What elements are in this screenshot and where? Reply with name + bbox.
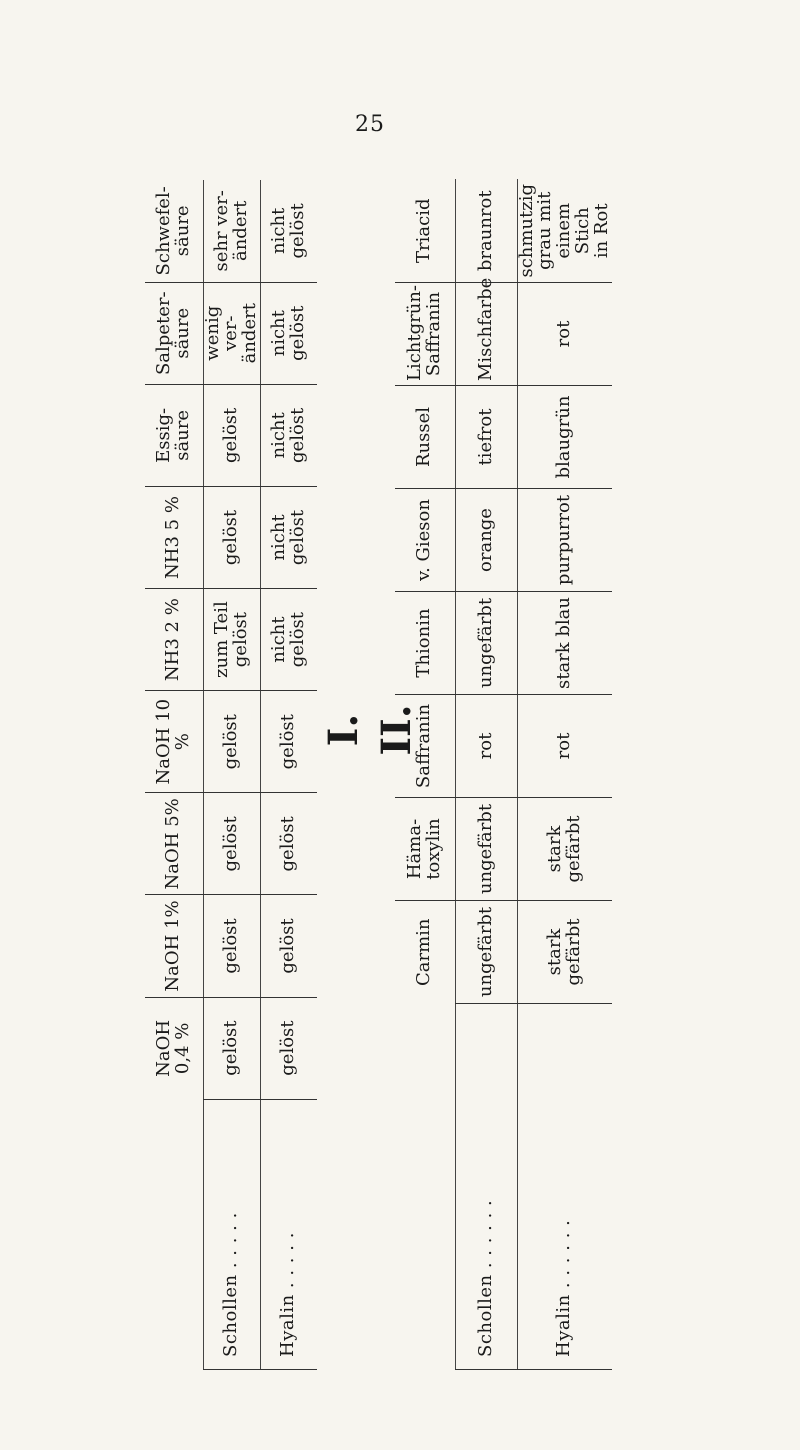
table-corner [395, 1004, 455, 1370]
table-cell: stark gefärbt [517, 901, 612, 1004]
table-cell: schmutzig grau mit einem Stich in Rot [517, 180, 612, 283]
rotated-tables [145, 180, 613, 1370]
column-header: Russel [395, 386, 455, 489]
table-cell: gelöst [203, 997, 261, 1099]
table-cell: gelöst [261, 691, 317, 793]
column-header: Thionin [395, 592, 455, 695]
table-cell: rot [517, 695, 612, 798]
column-header: Saffranin [395, 695, 455, 798]
table-cell: nicht gelöst [261, 384, 317, 486]
table-cell: rot [455, 695, 517, 798]
column-header: Häma- toxylin [395, 798, 455, 901]
table-cell: Mischfarbe [455, 283, 517, 386]
table-cell: nicht gelöst [261, 589, 317, 691]
table-header-row [145, 180, 203, 1370]
column-header: Triacid [413, 198, 435, 263]
table-cell: ungefärbt [455, 798, 517, 901]
table-row [203, 180, 261, 1370]
column-header: NaOH 1% [145, 895, 203, 997]
table-stains [395, 180, 612, 1371]
row-label: Schollen . . . . . . [455, 1004, 517, 1370]
table-cell: gelöst [261, 895, 317, 997]
table-cell: tiefrot [455, 386, 517, 489]
row-label: Hyalin . . . . . . [517, 1004, 612, 1370]
table-row [517, 180, 612, 1370]
table-cell: gelöst [261, 997, 317, 1099]
column-header: NaOH 0,4 % [145, 997, 203, 1099]
row-label: Schollen . . . . . [203, 1099, 261, 1369]
column-header: NH3 5 % [145, 486, 203, 588]
table-cell: nicht gelöst [261, 486, 317, 588]
table-cell: zum Teil gelöst [203, 589, 261, 691]
table-cell: nicht gelöst [261, 282, 317, 384]
table-cell: stark blau [517, 592, 612, 695]
table-cell: stark gefärbt [517, 798, 612, 901]
table-cell: ungefärbt [455, 592, 517, 695]
page-number: 25 [355, 112, 385, 137]
table-cell: orange [455, 489, 517, 592]
table-cell: gelöst [203, 895, 261, 997]
column-header: Lichtgrün- Saffranin [395, 283, 455, 386]
table-cell: blaugrün [517, 386, 612, 489]
column-header: NaOH 10 % [145, 691, 203, 793]
section-numeral-2: II. [373, 704, 420, 756]
section-numeral-1: I. [320, 713, 367, 747]
table-cell: gelöst [203, 793, 261, 895]
table-cell: rot [517, 283, 612, 386]
table-row [261, 180, 317, 1370]
column-header: v. Gieson [395, 489, 455, 592]
table-cell: gelöst [203, 486, 261, 588]
table-cell: ungefärbt [455, 901, 517, 1004]
table-cell: purpurrot [517, 489, 612, 592]
table-cell: nicht gelöst [261, 180, 317, 282]
table-reagents [145, 180, 317, 1370]
column-header: Essig- säure [145, 384, 203, 486]
column-header: Carmin [395, 901, 455, 1004]
table-corner [145, 1099, 203, 1369]
column-header: NH3 2 % [145, 589, 203, 691]
table-cell: wenig ver- ändert [203, 282, 261, 384]
column-header: NaOH 5% [145, 793, 203, 895]
table-cell: gelöst [203, 384, 261, 486]
table-row [455, 180, 517, 1370]
table-cell: gelöst [261, 793, 317, 895]
table-cell: sehr ver- ändert [203, 180, 261, 282]
column-header: Schwefel- säure [152, 186, 193, 276]
column-header: Salpeter- säure [145, 282, 203, 384]
table-cell: gelöst [203, 691, 261, 793]
table-cell: braunrot [455, 180, 517, 283]
table-header-row [395, 180, 455, 1370]
row-label: Hyalin . . . . . [261, 1099, 317, 1369]
